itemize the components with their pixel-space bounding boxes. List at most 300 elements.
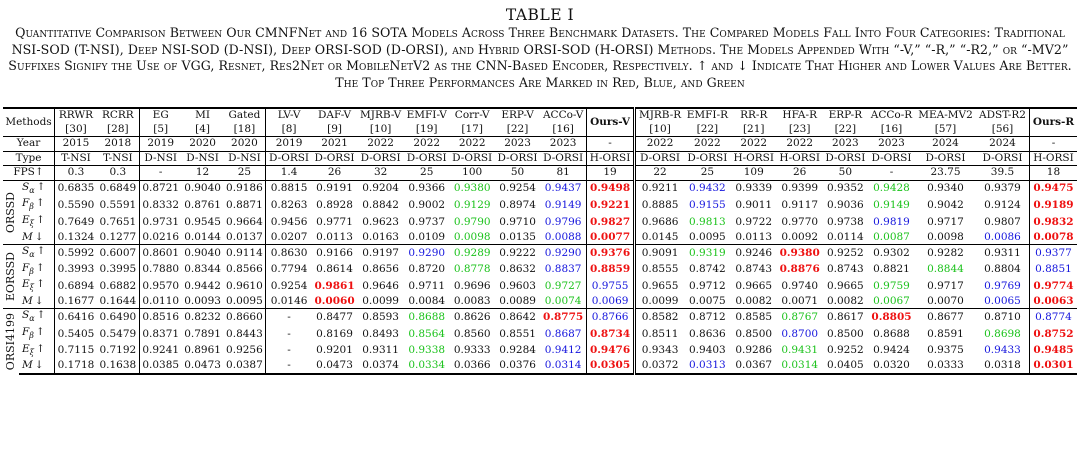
value-cell: 0.9311 [362,344,399,357]
value-cell: 0.9252 [826,344,864,357]
value-cell: 0.9289 [450,245,495,262]
year-cell: 2024 [915,137,976,152]
value-cell: 0.5992 [55,245,97,262]
type-cell: D-ORSI [495,151,540,166]
value-cell: 0.9201 [316,344,353,357]
value-cell: 0.9036 [826,199,864,212]
metric-subscript: β [29,266,34,276]
value-cell: 0.0110 [139,295,181,309]
fps-cell: 26 [777,166,823,181]
value-cell: 0.9380 [450,180,495,197]
method-ref: [22] [506,122,529,135]
fps-cell: 25 [404,166,450,181]
method-header [635,108,684,137]
value-cell: 0.9646 [362,279,399,292]
value-cell: 0.8778 [453,263,491,276]
value-cell: 0.0086 [984,230,1021,243]
method-ref: [10] [649,122,671,135]
value-cell: - [266,309,312,326]
value-cell: 0.0473 [182,359,224,374]
fps-cell: 39.5 [976,166,1029,181]
value-cell: 0.9861 [314,279,355,292]
value-cell: 0.9610 [226,279,263,292]
metric-row [3,180,1077,197]
type-cell: D-NSI [223,151,265,166]
metric-label [19,343,55,360]
value-cell: 0.8344 [184,263,221,276]
value-cell: 0.9827 [587,214,635,231]
value-cell: 0.9252 [823,245,868,262]
metric-label [19,278,55,295]
method-ref: [57] [934,122,957,135]
value-cell: 0.8626 [450,309,495,326]
method-ref: [19] [415,122,438,135]
value-cell: 0.8720 [408,263,446,276]
metric-symbol: F [22,326,30,339]
value-cell: 0.9333 [453,344,491,357]
value-cell: 0.9286 [735,344,773,357]
type-row [3,151,1077,166]
value-cell: 0.0089 [499,294,536,307]
method-name: Gated [228,109,261,122]
value-cell: 0.9433 [984,344,1021,357]
value-cell: 0.0372 [635,359,684,374]
value-cell: 0.0135 [499,230,536,243]
type-label: Type [3,151,55,166]
value-cell: 0.9437 [540,180,586,197]
value-cell: 0.8752 [1029,326,1077,343]
metric-symbol: E [22,342,30,355]
value-cell: 0.9376 [587,245,635,262]
value-cell: 0.0092 [781,230,819,243]
value-cell: 0.9424 [873,344,910,357]
value-cell: 0.8677 [915,309,976,326]
metric-subscript: α [29,250,35,260]
value-cell: 0.8566 [226,263,263,276]
fps-cell: 81 [540,166,586,181]
method-header [731,108,777,137]
value-cell: 0.9246 [731,245,777,262]
value-cell: 0.0082 [826,294,864,307]
value-cell: 0.0333 [915,359,976,374]
method-name: RRWR [58,109,94,122]
method-header [404,108,450,137]
method-name: HFA-R [782,109,817,122]
value-cell: 0.8859 [587,262,635,279]
metric-subscript: α [29,185,35,195]
value-cell: 0.8511 [635,326,684,343]
value-cell: 0.9412 [544,344,582,357]
metric-arrow: ↑ [36,309,46,322]
value-cell: - [266,326,312,343]
value-cell: 0.8493 [362,327,399,340]
type-cell: H-ORSI [777,151,823,166]
fps-cell: 50 [823,166,868,181]
value-cell: 0.9319 [684,245,731,262]
value-cell: 0.9755 [587,278,635,295]
metric-arrow: ↓ [34,230,44,243]
metric-label [19,231,55,245]
value-cell: 0.0063 [1029,295,1077,309]
metric-label [19,359,55,374]
value-cell: 0.9197 [357,245,404,262]
metric-row [3,309,1077,326]
method-ref: [22] [696,122,719,135]
method-ref: [28] [107,122,129,135]
method-name: Corr-V [454,109,490,122]
value-cell: 0.9290 [404,245,450,262]
fps-cell: - [868,166,915,181]
method-name: DAF-V [317,109,352,122]
value-cell: 0.9431 [781,344,819,357]
value-cell: 0.9011 [735,199,773,212]
method-ref: [5] [153,122,169,135]
value-cell: 0.1677 [55,295,97,309]
type-cell: D-NSI [182,151,224,166]
value-cell: 0.6882 [99,279,137,292]
metric-row [3,295,1077,309]
value-cell: 0.9740 [781,279,819,292]
fps-cell: 12 [182,166,224,181]
value-cell: 0.7880 [139,262,181,279]
metric-symbol: E [22,214,30,227]
value-cell: 0.8804 [984,263,1021,276]
method-header [223,108,265,137]
metric-subscript: ξ [29,283,35,293]
value-cell: 0.9717 [927,215,964,228]
method-name: ERP-R [828,109,863,122]
value-cell: 0.0367 [731,359,777,374]
year-row [3,137,1077,152]
value-cell: 0.9655 [635,278,684,295]
value-cell: 0.9807 [984,215,1021,228]
method-ref: [10] [369,122,392,135]
value-cell: 0.0385 [139,359,181,374]
value-cell: 0.8617 [823,309,868,326]
metric-row [3,245,1077,262]
value-cell: 0.8169 [316,327,353,340]
value-cell: 0.9042 [927,199,964,212]
value-cell: 0.0067 [873,294,910,307]
type-cell: D-ORSI [404,151,450,166]
fps-cell: 1.4 [266,166,312,181]
method-ref: [21] [742,122,765,135]
type-cell: T-NSI [97,151,139,166]
value-cell: 0.6416 [55,309,97,326]
type-cell: D-ORSI [450,151,495,166]
value-cell: 0.9221 [587,197,635,214]
value-cell: 0.8371 [139,326,181,343]
value-cell: 0.1644 [99,294,137,307]
method-ref: [17] [461,122,483,135]
year-label: Year [3,137,55,152]
value-cell: 0.8700 [781,327,819,340]
year-cell: 2018 [97,137,139,152]
value-cell: 0.0144 [184,230,221,243]
year-cell: - [1029,137,1077,152]
value-cell: 0.9570 [139,278,181,295]
value-cell: 0.7115 [55,343,97,360]
value-cell: 0.9711 [408,279,446,292]
value-cell: 0.9377 [1029,245,1077,262]
metric-label [19,262,55,279]
type-cell: D-ORSI [540,151,586,166]
value-cell: 0.9686 [635,214,684,231]
value-cell: 0.0334 [404,359,450,374]
value-cell: 0.0084 [408,294,446,307]
value-cell: 0.0075 [689,294,726,307]
value-cell: 0.9254 [495,180,540,197]
value-cell: 0.8871 [226,199,263,212]
value-cell: 0.1718 [55,359,97,374]
type-cell: D-ORSI [868,151,915,166]
value-cell: 0.8844 [927,263,964,276]
year-cell: 2020 [182,137,224,152]
value-cell: 0.8687 [544,327,582,340]
method-header [777,108,823,137]
value-cell: 0.9475 [1029,180,1077,197]
header-methods-row [3,108,1077,137]
value-cell: 0.9311 [976,245,1029,262]
fps-label: FPS↑ [3,166,55,181]
value-cell: 0.8821 [873,263,910,276]
value-cell: 0.9712 [689,279,726,292]
value-cell: 0.8928 [316,199,353,212]
value-cell: 0.5479 [99,327,137,340]
value-cell: 0.7192 [99,344,137,357]
value-cell: 0.0374 [357,359,404,374]
value-cell: 0.9114 [223,245,265,262]
value-cell: 0.8815 [266,180,312,197]
value-cell: 0.0320 [868,359,915,374]
type-cell: H-ORSI [731,151,777,166]
value-cell: 0.9738 [826,215,864,228]
value-cell: 0.9256 [226,344,263,357]
value-cell: 0.6894 [55,278,97,295]
value-cell: 0.8688 [873,327,910,340]
method-header [1029,108,1077,137]
value-cell: 0.0145 [635,231,684,245]
value-cell: 0.0099 [635,295,684,309]
method-name: ACCo-R [870,109,913,122]
comparison-table [3,107,1077,374]
fps-cell: 18 [1029,166,1077,181]
value-cell: 0.0313 [684,359,731,374]
value-cell: 0.8774 [1029,309,1077,326]
value-cell: 0.9379 [976,180,1029,197]
metric-label [19,295,55,309]
fps-cell: 26 [312,166,358,181]
value-cell: 0.9710 [499,215,536,228]
value-cell: 0.8232 [182,309,224,326]
value-cell: 0.8516 [139,309,181,326]
value-cell: 0.7794 [266,262,312,279]
year-cell: 2023 [495,137,540,152]
metric-row [3,231,1077,245]
value-cell: 0.0109 [408,230,446,243]
value-cell: 0.8632 [499,263,536,276]
value-cell: 0.9002 [408,199,446,212]
value-cell: 0.0137 [226,230,263,243]
metric-symbol: S [22,309,30,322]
value-cell: 0.0113 [316,230,353,243]
method-header [868,108,915,137]
value-cell: 0.0314 [777,359,823,374]
method-header [266,108,312,137]
value-cell: 0.0074 [544,294,582,307]
value-cell: 0.8712 [684,309,731,326]
value-cell: 0.8961 [184,344,221,357]
metric-row [3,262,1077,279]
value-cell: 0.9040 [182,245,224,262]
value-cell: 0.8743 [826,263,864,276]
value-cell: 0.9186 [223,180,265,197]
value-cell: 0.8743 [735,263,773,276]
type-cell: D-ORSI [266,151,312,166]
metric-arrow: ↑ [36,342,45,355]
method-name: EMFI-R [686,109,729,122]
value-cell: 0.8885 [635,197,684,214]
value-cell: 0.0093 [184,294,221,307]
metric-symbol: F [22,197,30,210]
type-cell: D-ORSI [823,151,868,166]
value-cell: 0.9498 [587,180,635,197]
method-ref: [16] [880,122,903,135]
value-cell: 0.9166 [312,245,358,262]
dataset-label-cell [3,245,19,309]
type-cell: T-NSI [55,151,97,166]
value-cell: 0.0083 [453,294,491,307]
value-cell: 0.8660 [223,309,265,326]
metric-subscript: α [29,314,35,324]
method-name: MJRB-R [638,109,682,122]
metric-arrow: ↑ [35,261,45,274]
method-header [139,108,181,137]
metric-arrow: ↓ [34,294,44,307]
value-cell: 0.8593 [357,309,404,326]
value-cell: 0.8842 [362,199,399,212]
method-name: Ours-R [1032,116,1075,129]
method-name: Ours-V [590,116,631,129]
method-header [823,108,868,137]
value-cell: 0.0070 [927,294,964,307]
type-cell: H-ORSI [1029,151,1077,166]
metric-arrow: ↑ [36,278,45,291]
year-cell: 2022 [450,137,495,152]
caption-text: Quantitative Comparison Between Our CMNFNet and 16 SOTA Models Across Three Benchmark Datasets. The Compared Models Fall Into Four Categories: Traditional NSI-SOD (T-NSI), Deep NSI-SOD (D-NSI), Deep ORSI-SOD (D-ORSI), and Hybrid ORSI-SOD (H-ORSI) Methods. The Models Appended With “-V,” “-R,” “-R2,” or “-MV2” Suffixes Signify the Use of VGG, Resnet, Res2Net or MobileNetV2 as the CNN-Based Encoder, Respectively. ↑ and ↓ Indicate That Higher and Lower Values Are Better. The Top Three Performances Are Marked in Red, Blue, and Green [8,25,1072,90]
value-cell: 0.9813 [689,215,726,228]
method-ref: [23] [788,122,811,135]
value-cell: 0.8775 [540,309,586,326]
method-name: ACCo-V [542,109,584,122]
value-cell: 0.8555 [635,262,684,279]
value-cell: 0.9124 [984,199,1021,212]
value-cell: 0.9603 [499,279,536,292]
value-cell: 0.6835 [55,180,97,197]
metric-symbol: E [22,278,30,291]
dataset-name: ORSI4199 [4,312,17,371]
value-cell: 0.0405 [823,359,868,374]
value-cell: 0.9282 [915,245,976,262]
metric-symbol: S [22,245,30,258]
type-cell: D-ORSI [915,151,976,166]
value-cell: 0.9343 [635,343,684,360]
value-cell: 0.9241 [139,343,181,360]
value-cell: 0.9722 [735,215,773,228]
fps-cell: 25 [223,166,265,181]
method-name: ERP-V [501,109,534,122]
value-cell: 0.9796 [544,215,582,228]
value-cell: 0.0060 [314,294,355,307]
value-cell: 0.9211 [635,180,684,197]
value-cell: 0.9375 [927,344,964,357]
value-cell: 0.0095 [689,230,726,243]
value-cell: 0.0114 [826,230,864,243]
type-cell: D-NSI [139,151,181,166]
value-cell: 0.0376 [495,359,540,374]
value-cell: 0.8443 [226,327,263,340]
value-cell: 0.0314 [540,359,586,374]
value-cell: 0.0082 [735,294,773,307]
value-cell: 0.5405 [55,326,97,343]
metric-symbol: M [22,294,33,307]
method-ref: [56] [991,122,1014,135]
method-name: RR-R [740,109,768,122]
value-cell: 0.6849 [97,180,139,197]
value-cell: 0.9040 [182,180,224,197]
method-name: ADST-R2 [979,109,1026,122]
metric-row [3,343,1077,360]
value-cell: 0.8500 [826,327,864,340]
year-cell: 2022 [684,137,731,152]
type-cell: D-ORSI [976,151,1029,166]
value-cell: 0.8477 [312,309,358,326]
value-cell: 0.9771 [316,215,353,228]
value-cell: 0.8332 [139,197,181,214]
value-cell: 0.8500 [735,327,773,340]
method-name: MEA-MV2 [918,109,973,122]
value-cell: 0.9189 [1029,197,1077,214]
value-cell: 0.8582 [635,309,684,326]
value-cell: 0.8974 [499,199,536,212]
method-name: LV-V [277,109,301,122]
value-cell: 0.9442 [184,279,221,292]
value-cell: 0.0077 [587,231,635,245]
value-cell: 0.8585 [731,309,777,326]
value-cell: 0.9302 [868,245,915,262]
value-cell: 0.9665 [826,279,864,292]
value-cell: 0.0216 [139,231,181,245]
fps-cell: 0.3 [55,166,97,181]
value-cell: 0.0366 [450,359,495,374]
value-cell: 0.9155 [689,199,726,212]
methods-header: Methods [3,108,55,137]
method-ref: [18] [233,122,256,135]
value-cell: 0.8656 [362,263,399,276]
method-ref: [8] [281,122,297,135]
value-cell: 0.9456 [266,214,312,231]
fps-cell: 23.75 [915,166,976,181]
value-cell: 0.9727 [544,279,582,292]
value-cell: 0.3993 [55,262,97,279]
year-cell: 2015 [55,137,97,152]
type-cell: D-ORSI [684,151,731,166]
value-cell: 0.0069 [587,295,635,309]
method-header [450,108,495,137]
value-cell: 0.9696 [453,279,491,292]
value-cell: 0.0095 [226,294,263,307]
value-cell: 0.9832 [1029,214,1077,231]
